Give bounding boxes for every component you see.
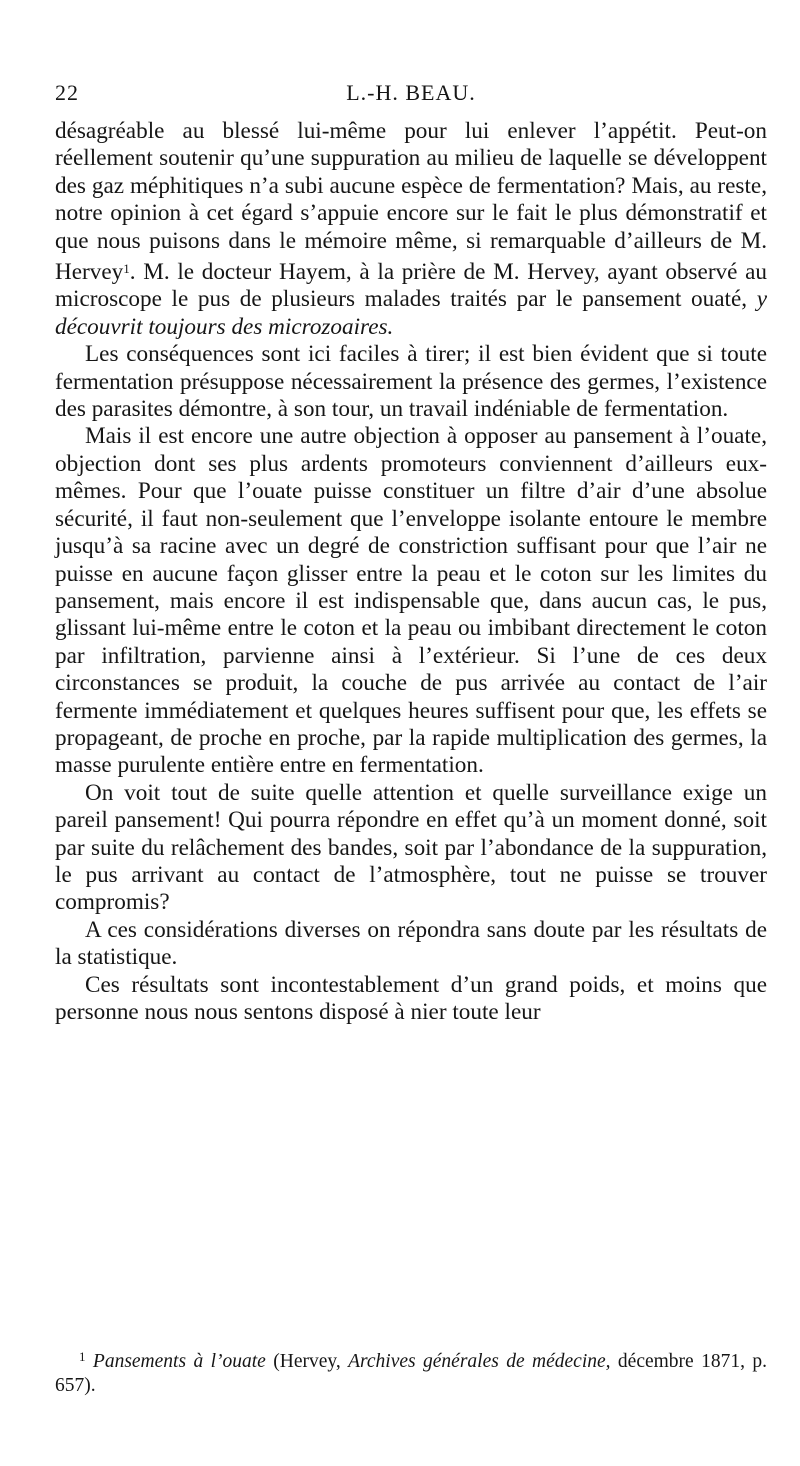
paragraph-1-text-continued: . M. le docteur Hayem, à la prière de M. Hervey, ayant observé au microscope le pus de plusieurs malades traités par le pansement ouaté, (55, 259, 767, 313)
footnote-mark: 1 (79, 1349, 86, 1364)
page-number: 22 (55, 80, 79, 105)
body-text (55, 118, 767, 1026)
footnote-journal: Archives générales de médecine, (348, 1351, 611, 1372)
paragraph-2: Les conséquences sont ici faciles à tirer; il est bien évident que si toute fermentation présuppose nécessairement la présence des germes, l’existence des parasites démontre, à son tour, un travail indéniable de fermentation. (55, 341, 767, 423)
paragraph-3: Mais il est encore une autre objection à opposer au pansement à l’ouate, objection dont ses plus ardents promoteurs conviennent d’ailleurs eux-mêmes. Pour que l’ouate puisse constituer un filtre d’air d’une absolue sécurité, il faut non-seulement que l’enveloppe isolante entoure le membre jusqu’à sa racine avec un degré de constriction suffisant pour que l’air ne puisse en aucune façon glisser entre la peau et le coton sur les limites du pansement, mais encore il est indispensable que, dans aucun cas, le pus, glissant lui-même entre le coton et la peau ou imbibant directement le coton par infiltration, parvienne ainsi à l’extérieur. Si l’une de ces deux circonstances se produit, la couche de pus arrivée au contact de l’air fermente immédiatement et quelques heures suffisent pour que, les effets se propageant, de proche en proche, par la rapide multiplication des germes, la masse purulente entière entre en fermentation. (55, 423, 767, 779)
paragraph-1 (55, 118, 767, 341)
paragraph-6: Ces résultats sont incontestablement d’un grand poids, et moins que personne nous nous sentons disposé à nier toute leur (55, 971, 767, 1025)
footnote-author: (Hervey, (265, 1351, 349, 1372)
running-title: L.-H. BEAU. (346, 80, 476, 105)
paragraph-5: A ces considérations diverses on répondra sans doute par les résultats de la statistique. (55, 916, 767, 971)
paragraph-1-italic: y découvrit toujours des microzoaires. (55, 286, 768, 340)
running-head (55, 80, 767, 110)
paragraph-4: On voit tout de suite quelle attention et quelle surveillance exige un pareil pansement! Qui pourra répondre en effet qu’à un moment donné, soit par suite du relâchement des bandes, soit par l’abondance de la suppuration, le pus arrivant au contact de l’atmosphère, tout ne puisse se trouver compromis? (55, 779, 767, 916)
footnote-reference: 1 (123, 261, 130, 277)
footnote-date: décembre 1871, p. 657). (55, 1351, 767, 1396)
footnote-1 (55, 1345, 767, 1398)
footnote-title: Pansements à l’ouate (92, 1351, 266, 1372)
footnotes (55, 1345, 767, 1398)
paragraph-1-text: désagréable au blessé lui-même pour lui enlever l’appétit. Peut-on réellement soutenir qu’une suppuration au milieu de laquelle se développent des gaz méphitiques n’a subi aucune espèce de fermentation? Mais, au reste, notre opinion à cet égard s’appuie encore sur le fait le plus démonstratif et que nous puisons dans le mémoire même, si remarquable d’ailleurs de M. Hervey (55, 118, 767, 286)
